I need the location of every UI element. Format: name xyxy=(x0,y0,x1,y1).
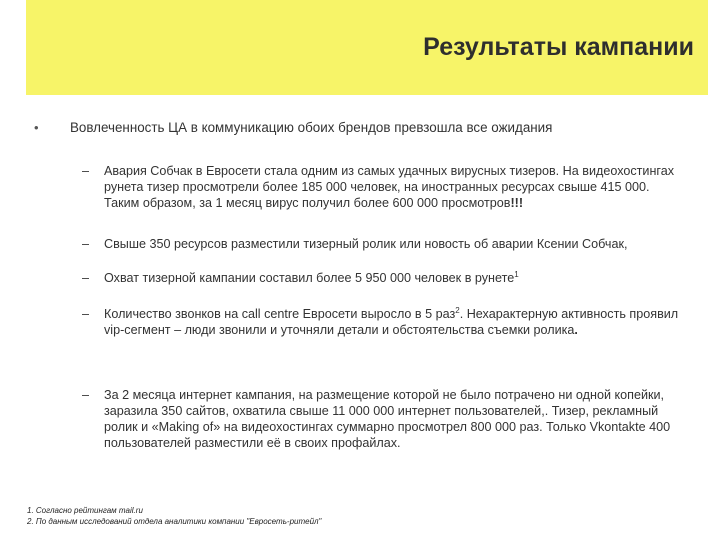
list-item xyxy=(82,306,682,338)
footnote-2: 2. По данным исследований отдела аналитики компании "Евросеть-ритейл" xyxy=(27,517,322,526)
list-item xyxy=(82,163,682,211)
dash-marker: – xyxy=(82,271,90,285)
dash-marker: – xyxy=(82,307,90,321)
dash-marker: – xyxy=(82,388,90,402)
list-item-text: Свыше 350 ресурсов разместили тизерный ролик или новость об аварии Ксении Собчак, xyxy=(104,237,628,251)
dash-marker: – xyxy=(82,164,90,178)
main-bullet: • xyxy=(34,120,39,135)
slide-title: Результаты кампании xyxy=(423,33,694,61)
footnote-ref: 2 xyxy=(455,305,460,315)
dash-marker: – xyxy=(82,237,90,251)
list-item xyxy=(82,387,682,451)
list-item xyxy=(82,270,682,286)
list-item-text: Количество звонков на call centre Евросети выросло в 5 раз$^2$. Нехарактерную активность проявил vip-сегмент – люди звонили и уточняли детали и обстоятельства съемки ролика. xyxy=(104,305,679,337)
list-item-text: Охват тизерной кампании составил более 5 950 000 человек в рунете$^1$ xyxy=(104,269,519,285)
footnote-ref: 1 xyxy=(514,269,519,279)
title-band xyxy=(26,0,708,95)
footnotes xyxy=(27,505,321,527)
footnote-1: 1. Согласно рейтингам mail.ru xyxy=(27,506,143,515)
list-item xyxy=(82,236,682,252)
list-item-text: Авария Собчак в Евросети стала одним из самых удачных вирусных тизеров. На видеохостингах рунета тизер просмотрели более 185 000 человек, на иностранных ресурсах свыше 415 000. Таким образом, за 1 месяц вирус получил более 600 000 просмотров!!! xyxy=(104,164,675,210)
main-bullet-text: Вовлеченность ЦА в коммуникацию обоих брендов превзошла все ожидания xyxy=(70,120,553,135)
list-item-text: За 2 месяца интернет кампания, на размещение которой не было потрачено ни одной копейки, заразила 350 сайтов, охватила свыше 11 000 000 интернет пользователей,. Тизер, рекламный ролик и «Making of» на видеохостингах суммарно просмотрел 800 000 раз. Только Vkontakte 400 пользователей разместили её в своих профайлах. xyxy=(104,388,671,450)
